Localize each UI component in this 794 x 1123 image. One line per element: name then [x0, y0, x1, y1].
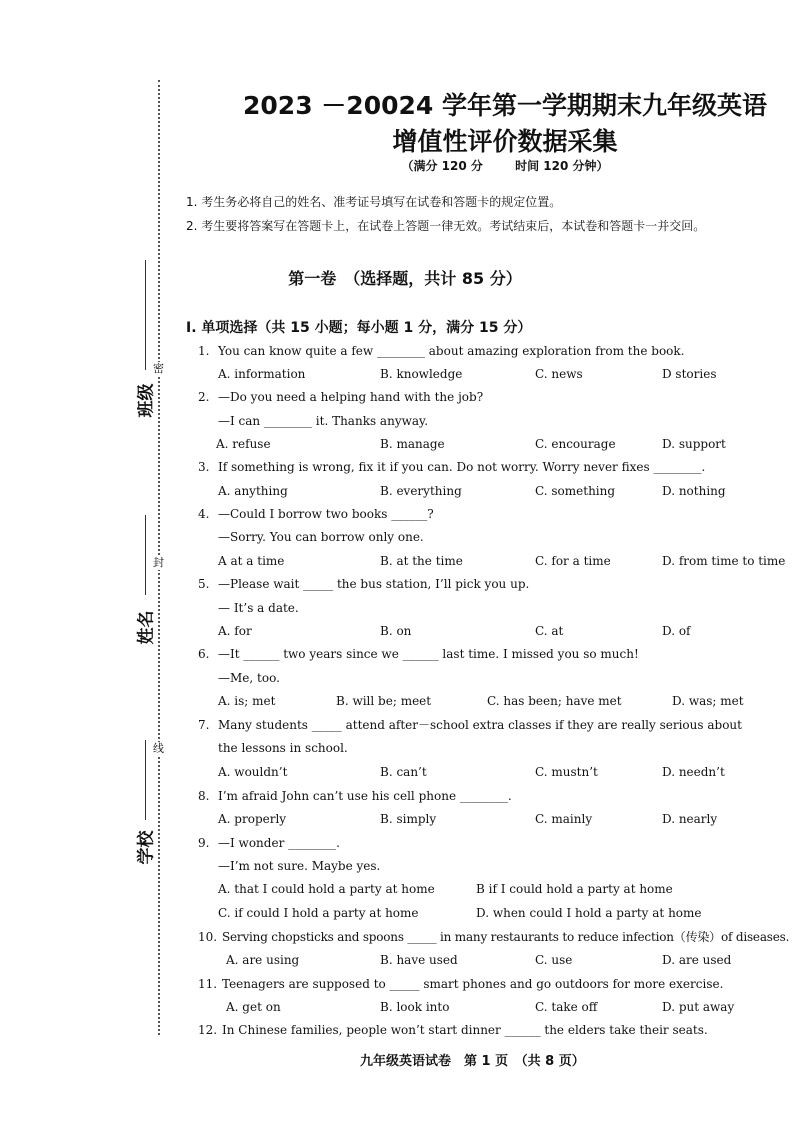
option-a: A. get on: [226, 1000, 281, 1014]
question-number: 6.: [198, 647, 210, 661]
option-a: A. anything: [218, 484, 288, 498]
option-a: A. refuse: [216, 437, 271, 451]
option-b: B. everything: [380, 484, 462, 498]
question-number: 8.: [198, 789, 210, 803]
exam-time: 时间 120 分钟）: [515, 159, 609, 173]
option-c: C. take off: [535, 1000, 598, 1014]
name-field[interactable]: [115, 515, 155, 655]
exam-title: 2023 －20024 学年第一学期期末九年级英语: [243, 91, 767, 120]
class-label: 班级: [136, 383, 157, 418]
option-d: D. when could I hold a party at home: [476, 906, 702, 920]
option-d: D. put away: [662, 1000, 735, 1014]
option-d: D. from time to time: [662, 554, 786, 568]
question-text: —Sorry. You can borrow only one.: [218, 530, 424, 544]
option-c: C. encourage: [535, 437, 616, 451]
school-field[interactable]: [115, 740, 155, 865]
seal-char-xian: 线: [153, 742, 164, 755]
class-field[interactable]: [115, 260, 155, 430]
exam-subtitle: 增值性评价数据采集: [392, 127, 618, 156]
question-text: Teenagers are supposed to _____ smart phones and go outdoors for more exercise.: [222, 977, 724, 991]
question-text: —I’m not sure. Maybe yes.: [218, 859, 381, 873]
seal-char-mi: 密: [153, 362, 164, 375]
option-a: A. that I could hold a party at home: [218, 882, 435, 896]
question-number: 7.: [198, 718, 210, 732]
option-a: A. is; met: [218, 694, 276, 708]
question-text: —Please wait _____ the bus station, I’ll pick you up.: [218, 577, 530, 591]
option-a: A. wouldn’t: [218, 765, 288, 779]
option-b: B. at the time: [380, 554, 463, 568]
school-field-line: [145, 740, 146, 820]
part-title: 第一卷 （选择题，共计 85 分）: [288, 269, 522, 288]
question-text: —Could I borrow two books ______?: [218, 507, 434, 521]
option-d: D. needn’t: [662, 765, 725, 779]
question-number: 2.: [198, 390, 210, 404]
question-number: 9.: [198, 836, 210, 850]
option-a: A. properly: [218, 812, 287, 826]
full-score: （满分 120 分: [401, 159, 483, 173]
option-c: C. if could I hold a party at home: [218, 906, 419, 920]
question-text: —I wonder ________.: [218, 836, 340, 850]
class-field-line: [145, 260, 146, 370]
seal-char-feng: 封: [153, 556, 164, 569]
question-text: If something is wrong, fix it if you can. Do not worry. Worry never fixes ________.: [218, 460, 706, 474]
option-d: D. was; met: [672, 694, 744, 708]
note-1: 1. 考生务必将自己的姓名、准考证号填写在试卷和答题卡的规定位置。: [186, 195, 562, 209]
option-b: B. on: [380, 624, 412, 638]
question-text: Serving chopsticks and spoons _____ in many restaurants to reduce infection（传染）of diseases.: [222, 930, 790, 944]
option-a: A. information: [218, 367, 306, 381]
question-text: —Me, too.: [218, 671, 280, 685]
question-number: 10.: [198, 930, 218, 944]
page-footer: 九年级英语试卷 第 1 页 （共 8 页）: [360, 1054, 585, 1069]
option-a: A. are using: [226, 953, 300, 967]
option-b: B. simply: [380, 812, 437, 826]
section-title: I. 单项选择（共 15 小题；每小题 1 分，满分 15 分）: [186, 320, 532, 336]
name-field-line: [145, 515, 146, 595]
option-b: B. will be; meet: [336, 694, 432, 708]
option-b: B. look into: [380, 1000, 450, 1014]
option-d: D. are used: [662, 953, 732, 967]
option-c: C. mainly: [535, 812, 593, 826]
question-text: You can know quite a few ________ about amazing exploration from the book.: [218, 344, 685, 358]
option-d: D. of: [662, 624, 691, 638]
option-d: D. nothing: [662, 484, 726, 498]
question-number: 11.: [198, 977, 218, 991]
question-number: 5.: [198, 577, 210, 591]
option-b: B if I could hold a party at home: [476, 882, 673, 896]
question-text: the lessons in school.: [218, 741, 348, 755]
question-number: 12.: [198, 1023, 218, 1037]
question-text: —Do you need a helping hand with the job?: [218, 390, 484, 404]
question-text: In Chinese families, people won’t start dinner ______ the elders take their seats.: [222, 1023, 708, 1037]
option-d: D. nearly: [662, 812, 718, 826]
name-label: 姓名: [136, 610, 157, 645]
option-c: C. something: [535, 484, 616, 498]
question-text: —It ______ two years since we ______ last time. I missed you so much!: [218, 647, 639, 661]
question-text: — It’s a date.: [218, 601, 299, 615]
option-a: A at a time: [218, 554, 285, 568]
option-c: C. mustn’t: [535, 765, 598, 779]
option-d: D stories: [662, 367, 717, 381]
note-2: 2. 考生要将答案写在答题卡上，在试卷上答题一律无效。考试结束后，本试卷和答题卡一并交回。: [186, 219, 706, 233]
option-c: C. at: [535, 624, 564, 638]
option-c: C. use: [535, 953, 573, 967]
question-number: 3.: [198, 460, 210, 474]
question-text: Many students _____ attend after－school extra classes if they are really serious about: [218, 718, 742, 732]
question-text: I’m afraid John can’t use his cell phone ________.: [218, 789, 512, 803]
option-a: A. for: [218, 624, 252, 638]
option-b: B. have used: [380, 953, 458, 967]
option-c: C. for a time: [535, 554, 611, 568]
question-number: 1.: [198, 344, 210, 358]
option-b: B. manage: [380, 437, 445, 451]
question-number: 4.: [198, 507, 210, 521]
option-b: B. can’t: [380, 765, 427, 779]
option-c: C. has been; have met: [487, 694, 622, 708]
score-time-info: [240, 157, 770, 174]
question-text: —I can ________ it. Thanks anyway.: [218, 414, 429, 428]
option-d: D. support: [662, 437, 726, 451]
option-c: C. news: [535, 367, 583, 381]
school-label: 学校: [136, 830, 157, 865]
option-b: B. knowledge: [380, 367, 463, 381]
